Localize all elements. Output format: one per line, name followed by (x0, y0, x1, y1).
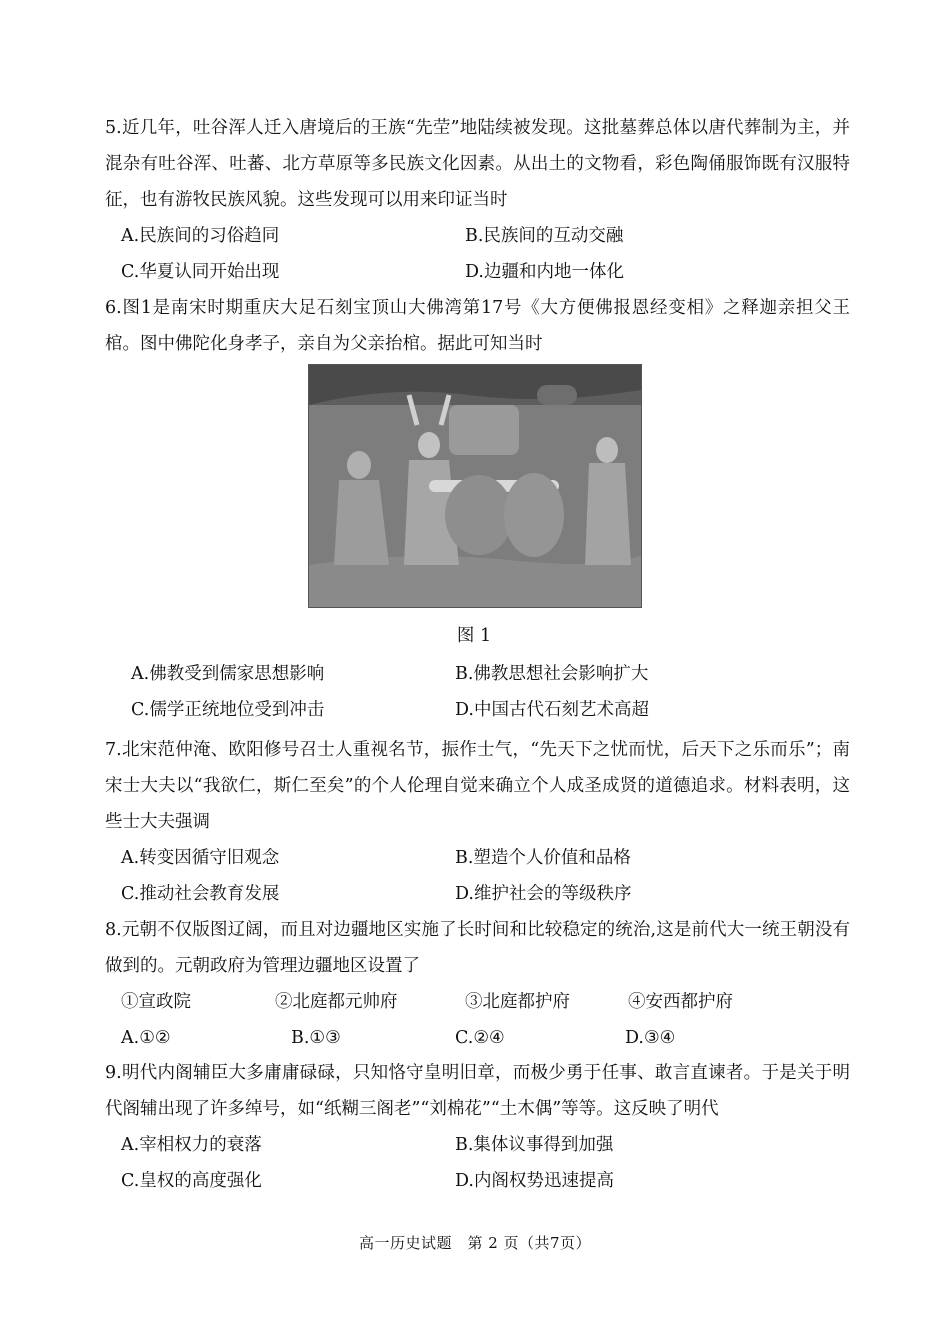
options-row (105, 692, 850, 728)
item-1: ①宣政院 (121, 992, 191, 1012)
option-a[interactable]: A.民族间的习俗趋同 (121, 226, 280, 246)
page-footer: 高一历史试题 第 2 页（共7页） (358, 1234, 592, 1252)
option-b[interactable]: B.民族间的互动交融 (465, 226, 624, 246)
option-c[interactable]: C.推动社会教育发展 (121, 884, 280, 904)
question-8 (105, 912, 850, 1056)
question-stem: 6.图1是南宋时期重庆大足石刻宝顶山大佛湾第17号《大方便佛报恩经变相》之释迦亲担父王棺。图中佛陀化身孝子，亲自为父亲抬棺。据此可知当时 (105, 298, 850, 354)
question-stem: 5.近几年，吐谷浑人迁入唐境后的王族“先茔”地陆续被发现。这批墓葬总体以唐代葬制为主，并混杂有吐谷浑、吐蕃、北方草原等多民族文化因素。从出土的文物看，彩色陶俑服饰既有汉服特征，也有游牧民族风貌。这些发现可以用来印证当时 (105, 118, 850, 210)
option-c[interactable]: C.皇权的高度强化 (121, 1171, 262, 1191)
options-row (105, 656, 850, 692)
options-row (105, 876, 850, 912)
item-2: ②北庭都元帅府 (275, 992, 398, 1012)
question-stem: 7.北宋范仲淹、欧阳修号召士人重视名节，振作士气，“先天下之忧而忧，后天下之乐而乐”；南宋士大夫以“我欲仁，斯仁至矣”的个人伦理自觉来确立个人成圣成贤的道德追求。材料表明，这些士大夫强调 (105, 740, 850, 832)
question-stem: 8.元朝不仅版图辽阔，而且对边疆地区实施了长时间和比较稳定的统治,这是前代大一统王朝没有做到的。元朝政府为管理边疆地区设置了 (105, 920, 850, 976)
item-3: ③北庭都护府 (465, 992, 570, 1012)
option-d[interactable]: D.边疆和内地一体化 (465, 262, 624, 282)
question-6-options (105, 656, 850, 728)
option-a[interactable]: A.转变因循守旧观念 (121, 848, 280, 868)
question-6 (105, 290, 850, 362)
option-a[interactable]: A.①② (121, 1028, 171, 1048)
option-b[interactable]: B.塑造个人价值和品格 (455, 848, 631, 868)
figure-caption: 图 1 (456, 626, 492, 646)
options-row (105, 840, 850, 876)
option-b[interactable]: B.集体议事得到加强 (455, 1135, 614, 1155)
option-a[interactable]: A.宰相权力的衰落 (121, 1135, 262, 1155)
question-stem: 9.明代内阁辅臣大多庸庸碌碌，只知恪守皇明旧章，而极少勇于任事、敢言直谏者。于是关于明代阁辅出现了许多绰号，如“纸糊三阁老”“刘棉花”“土木偶”等等。这反映了明代 (105, 1063, 850, 1119)
option-d[interactable]: D.内阁权势迅速提高 (455, 1171, 614, 1191)
option-b[interactable]: B.佛教思想社会影响扩大 (455, 664, 649, 684)
option-a[interactable]: A.佛教受到儒家思想影响 (131, 664, 325, 684)
stone-carving-illustration (309, 365, 641, 607)
options-row (105, 218, 850, 254)
options-row (105, 254, 850, 290)
figure-1 (308, 364, 640, 647)
option-c[interactable]: C.华夏认同开始出现 (121, 262, 280, 282)
item-4: ④安西都护府 (628, 992, 733, 1012)
question-5 (105, 110, 850, 290)
question-7 (105, 732, 850, 912)
option-b[interactable]: B.①③ (291, 1028, 341, 1048)
stone-carving-photo (308, 364, 642, 608)
question-9 (105, 1055, 850, 1199)
option-c[interactable]: C.儒学正统地位受到冲击 (131, 700, 325, 720)
option-d[interactable]: D.③④ (625, 1028, 676, 1048)
items-row (105, 984, 850, 1020)
option-d[interactable]: D.中国古代石刻艺术高超 (455, 700, 649, 720)
options-row (105, 1163, 850, 1199)
option-d[interactable]: D.维护社会的等级秩序 (455, 884, 632, 904)
options-row (105, 1127, 850, 1163)
option-c[interactable]: C.②④ (455, 1028, 505, 1048)
options-row (105, 1020, 850, 1056)
